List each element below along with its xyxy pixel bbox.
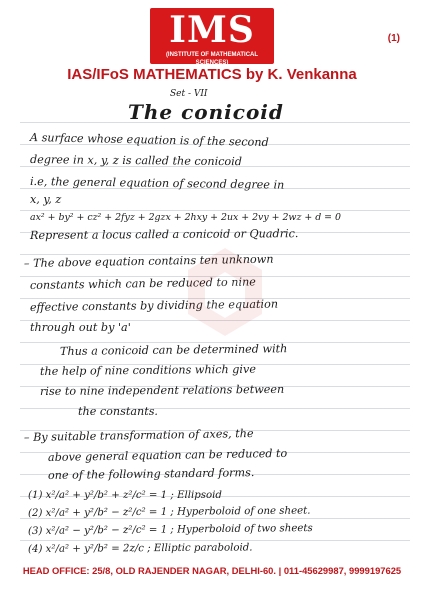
footer-contact: HEAD OFFICE: 25/8, OLD RAJENDER NAGAR, DELHI-60. | 011-45629987, 9999197625 <box>22 565 402 576</box>
ims-logo <box>150 8 274 64</box>
page-title: The conicoid <box>128 100 284 124</box>
standard-form-2: (2) x²/a² + y²/b² − z²/c² = 1 ; Hyperboloid of one sheet. <box>27 505 311 519</box>
note-line: degree in x, y, z is called the conicoid <box>29 153 243 169</box>
note-line: – By suitable transformation of axes, the <box>23 426 254 444</box>
note-line: rise to nine independent relations between <box>39 382 285 398</box>
standard-form-1: (1) x²/a² + y²/b² + z²/c² = 1 ; Ellipsoid <box>28 490 222 501</box>
note-line: through out by 'a' <box>30 321 131 334</box>
standard-form-3: (3) x²/a² − y²/b² − z²/c² = 1 ; Hyperboloid of two sheets <box>27 523 313 537</box>
note-line: Represent a locus called a conicoid or Quadric. <box>29 227 299 242</box>
note-line: A surface whose equation is of the second <box>29 131 269 149</box>
set-label: Set - VII <box>170 89 208 99</box>
note-line: the help of nine conditions which give <box>39 362 256 378</box>
handwritten-notes <box>20 86 410 556</box>
note-line: the constants. <box>78 405 158 418</box>
page-banner: IAS/IFoS MATHEMATICS by K. Venkanna <box>67 66 357 83</box>
page-number: (1) <box>387 33 400 44</box>
note-line: one of the following standard forms. <box>47 466 255 482</box>
note-line: x, y, z <box>30 193 62 206</box>
note-line: Thus a conicoid can be determined with <box>59 342 288 358</box>
standard-form-4: (4) x²/a² + y²/b² = 2z/c ; Elliptic paraboloid. <box>27 542 253 555</box>
note-line: i.e, the general equation of second degree in <box>29 175 285 192</box>
note-line: above general equation can be reduced to <box>47 446 288 464</box>
general-equation: ax² + by² + cz² + 2fyz + 2gzx + 2hxy + 2ux + 2vy + 2wz + d = 0 <box>30 212 341 223</box>
note-line: constants which can be reduced to nine <box>29 275 256 292</box>
logo-text: IMS <box>169 9 255 51</box>
note-line: effective constants by dividing the equation <box>29 297 279 314</box>
note-line: – The above equation contains ten unknown <box>23 252 274 270</box>
logo-subtitle: (INSTITUTE OF MATHEMATICAL SCIENCES) <box>165 52 259 66</box>
